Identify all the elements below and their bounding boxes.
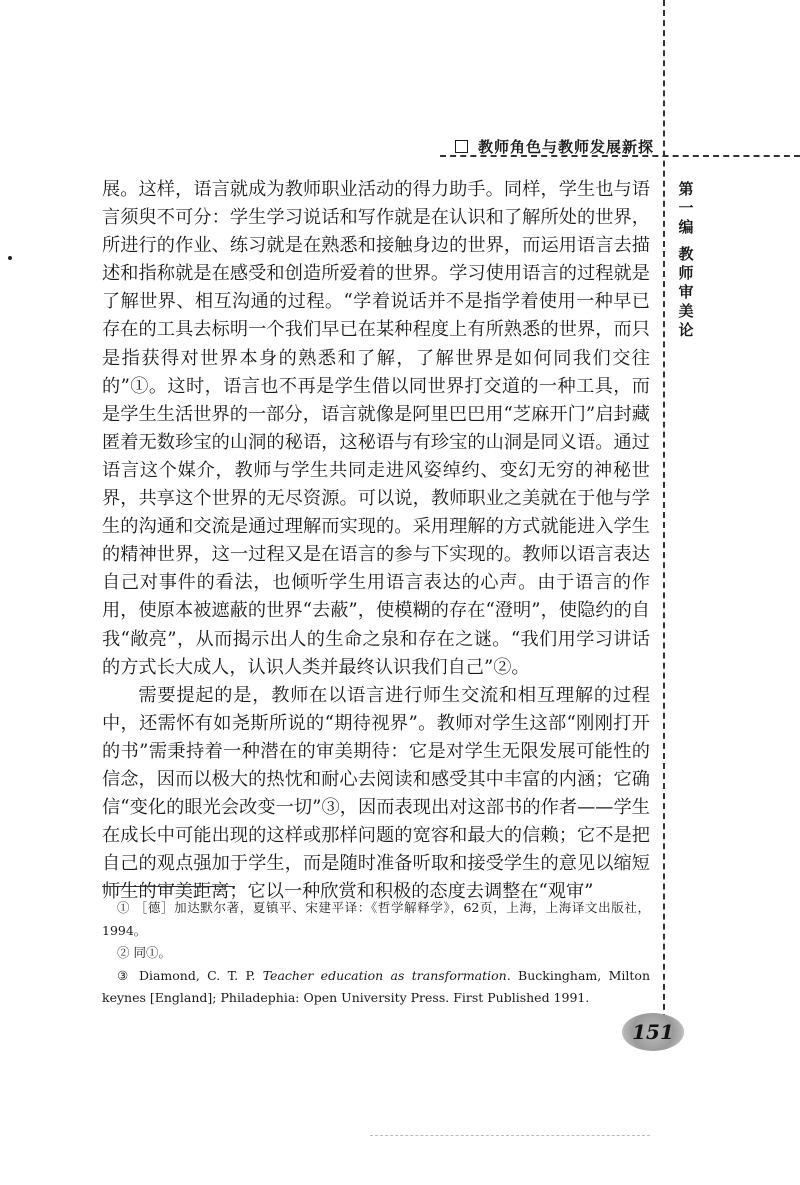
running-header xyxy=(455,136,654,157)
footnotes xyxy=(102,897,650,1010)
side-label-char: 审 xyxy=(678,283,694,301)
square-bullet-icon xyxy=(455,140,468,153)
side-label-char: 论 xyxy=(678,321,694,339)
side-label-char: 一 xyxy=(678,199,694,217)
side-label-char: 第 xyxy=(678,180,694,198)
footnote-3-publisher: . Buckingham, Milton keynes [England]; Philadephia: Open University Press. First Published 1991. xyxy=(102,967,650,1005)
page-number: 151 xyxy=(632,1020,674,1044)
side-label-char: 师 xyxy=(678,264,694,282)
body-text xyxy=(102,176,650,906)
footnote-3-author: ③ Diamond, C. T. P. xyxy=(117,967,263,983)
footnote-3 xyxy=(102,965,650,1010)
side-label-char: 美 xyxy=(678,302,694,320)
page-number-badge xyxy=(622,1013,684,1051)
scan-dot xyxy=(8,256,12,260)
paragraph: 需要提起的是，教师在以语言进行师生交流和相互理解的过程中，还需怀有如尧斯所说的“期待视界”。教师对学生这部“刚刚打开的书”需秉持着一种潜在的审美期待：它是对学生无限发展可能性的信念，因而以极大的热忱和耐心去阅读和感受其中丰富的内涵；它确信“变化的眼光会改变一切”③，因而表现出对这部书的作者——学生在成长中可能出现的这样或那样问题的宽容和最大的信赖；它不是把自己的观点强加于学生，而是随时准备听取和接受学生的意见以缩短师生的审美距离；它以一种欣赏和积极的态度去调整在“观审” xyxy=(102,684,650,903)
footnote-2: ② 同①。 xyxy=(117,945,171,960)
footnote-rule xyxy=(102,886,235,887)
footnote-1: ① ［德］加达默尔著，夏镇平、宋建平译：《哲学解释学》，62页，上海，上海译文出版社，1994。 xyxy=(102,900,650,938)
running-header-title: 教师角色与教师发展新探 xyxy=(478,138,655,156)
header-dashed-rule xyxy=(440,155,800,157)
side-label-char: 编 xyxy=(678,218,694,236)
side-label-char: 教 xyxy=(678,245,694,263)
scan-marks xyxy=(370,1135,650,1136)
footnote-3-title: Teacher education as transformation xyxy=(262,967,507,983)
side-section-label xyxy=(675,180,697,340)
paragraph: 展。这样，语言就成为教师职业活动的得力助手。同样，学生也与语言须臾不可分：学生学习说话和写作就是在认识和了解所处的世界，所进行的作业、练习就是在熟悉和接触身边的世界，而运用语言去描述和指称就是在感受和创造所爱着的世界。学习使用语言的过程就是了解世界、相互沟通的过程。“学着说话并不是指学着使用一种早已存在的工具去标明一个我们早已在某种程度上有所熟悉的世界，而只是指获得对世界本身的熟悉和了解，了解世界是如何同我们交往的”①。这时，语言也不再是学生借以同世界打交道的一种工具，而是学生生活世界的一部分，语言就像是阿里巴巴用“芝麻开门”启封藏匿着无数珍宝的山洞的秘语，这秘语与有珍宝的山洞是同义语。通过语言这个媒介，教师与学生共同走进风姿绰约、变幻无穷的神秘世界，共享这个世界的无尽资源。可以说，教师职业之美就在于他与学生的沟通和交流是通过理解而实现的。采用理解的方式就能进入学生的精神世界，这一过程又是在语言的参与下实现的。教师以语言表达自己对事件的看法，也倾听学生用语言表达的心声。由于语言的作用，使原本被遮蔽的世界“去蔽”，使模糊的存在“澄明”，使隐约的自我“敞亮”，从而揭示出人的生命之泉和存在之谜。“我们用学习讲话的方式长大成人，认识人类并最终认识我们自己”②。 xyxy=(102,179,650,678)
